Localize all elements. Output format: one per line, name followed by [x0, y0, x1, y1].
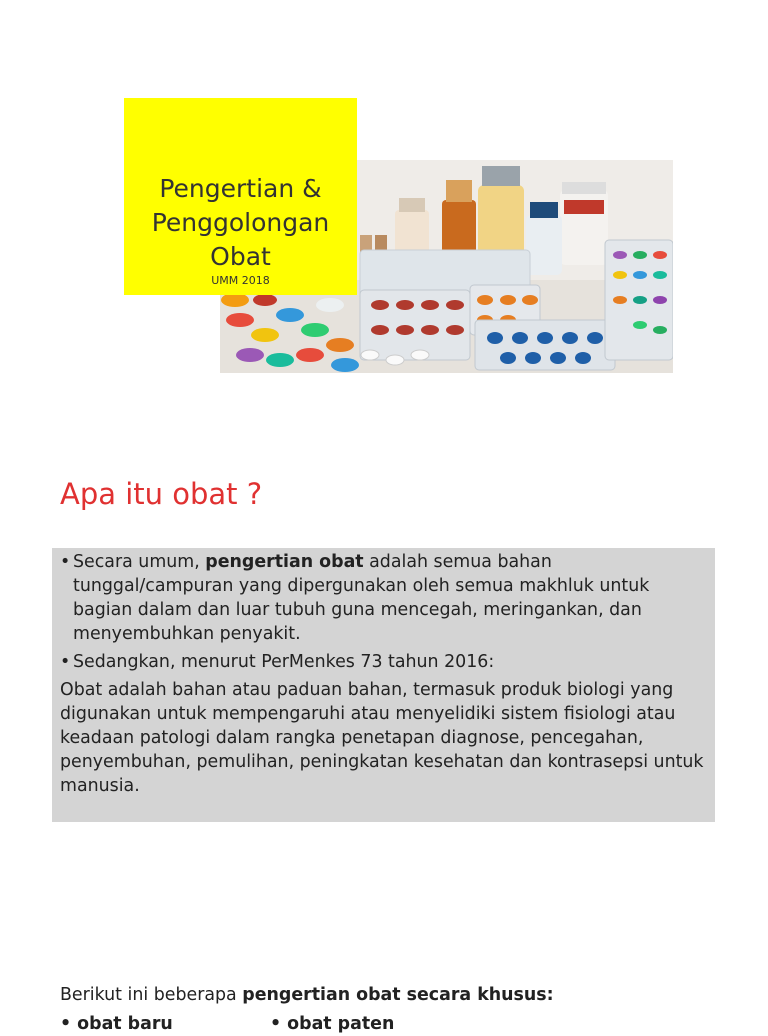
bullet-1-post: adalah semua bahan tunggal/campuran yang dipergunakan oleh semua makhluk untuk bagian dalam dan luar tubuh guna mencegah, meringankan, dan menyembuhkan penyakit.: [73, 552, 650, 644]
list-item-label: obat baru: [77, 1014, 173, 1034]
definition-bullet-1: [60, 550, 707, 646]
blister-red: [360, 290, 470, 360]
definition-bullet-2: • Sedangkan, menurut PerMenkes 73 tahun 2016:: [60, 650, 707, 674]
bottle-white-red: [560, 182, 608, 265]
permenkes-definition: Obat adalah bahan atau paduan bahan, termasuk produk biologi yang digunakan untuk mempengaruhi atau menyelidiki sistem fisiologi atau keadaan patologi dalam rangka penetapan diagnose, pencegahan, penyembuhan, pemulihan, peningkatan kesehatan dan kontrasepsi untuk manusia.: [60, 680, 704, 796]
definition-box: [52, 548, 715, 822]
specific-definitions-intro: [60, 983, 554, 1007]
slide-subtitle: UMM 2018: [211, 274, 270, 287]
intro-bold: pengertian obat secara khusus:: [242, 985, 554, 1005]
slide-title-line-2: Penggolongan: [151, 208, 330, 237]
title-box: [124, 98, 357, 295]
bullet-1-bold: pengertian obat: [205, 552, 364, 572]
list-item: • obat baru: [60, 1014, 173, 1034]
blister-mixed-right: [605, 240, 673, 360]
bottle-blue-cap: [526, 202, 562, 275]
slide-title-line-3: Obat: [210, 242, 271, 271]
bullet-1-pre: Secara umum,: [73, 552, 206, 572]
slide-title-line-1: Pengertian &: [159, 174, 322, 203]
section-heading: Apa itu obat ?: [60, 477, 263, 511]
list-item: • obat paten: [270, 1014, 395, 1034]
bottle-amber: [442, 180, 476, 255]
intro-pre: Berikut ini beberapa: [60, 985, 243, 1005]
blister-blue: [475, 320, 615, 370]
list-item-label: obat paten: [287, 1014, 395, 1034]
